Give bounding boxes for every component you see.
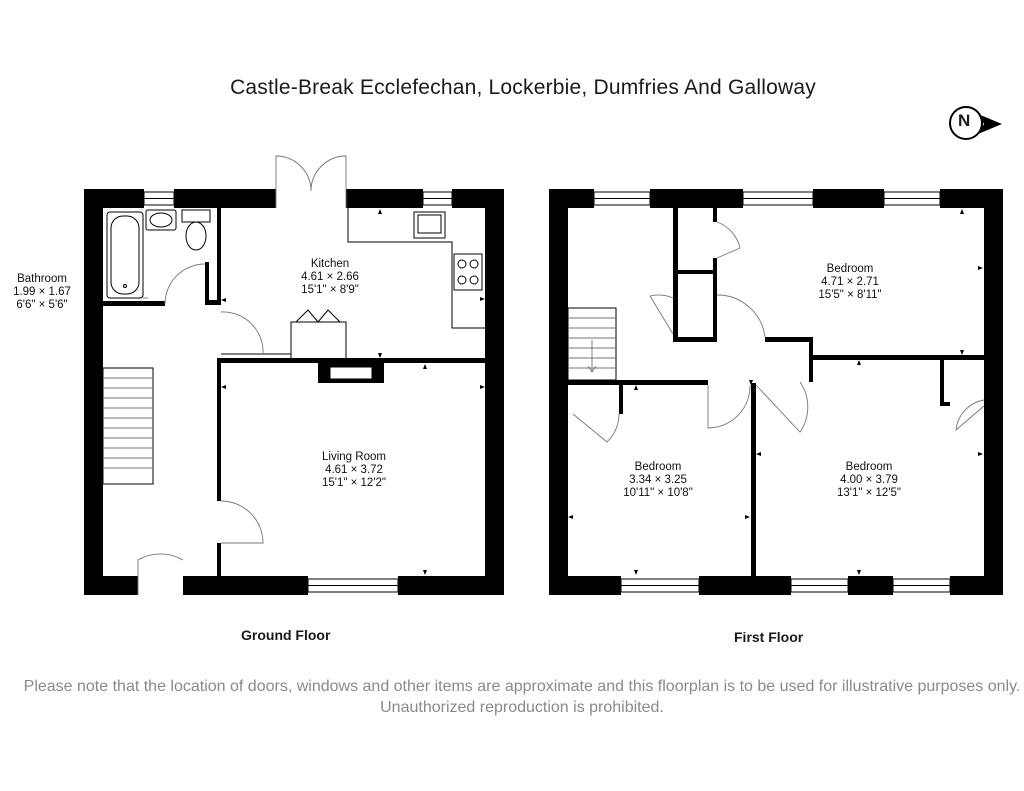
kitchen-label: [280, 258, 380, 297]
room-imperial: 6'6" × 5'6": [16, 299, 68, 311]
bathroom-label: [2, 273, 82, 312]
room-metric: 1.99 × 1.67: [13, 286, 71, 298]
room-name: Kitchen: [310, 258, 350, 270]
room-name: Living Room: [322, 451, 386, 463]
room-imperial: 15'1" × 12'2": [321, 477, 387, 489]
room-imperial: 15'5" × 8'11": [818, 289, 882, 301]
disclaimer-text: Please note that the location of doors, windows and other items are approximate and this floorplan is to be used for illustrative purposes only. Unauthorized reproduction is prohibited.: [23, 678, 1021, 716]
bedroom-left-label: [608, 461, 708, 500]
room-metric: 4.71 × 2.71: [821, 276, 879, 288]
room-imperial: 13'1" × 12'5": [836, 487, 902, 499]
plan-title: Castle-Break Ecclefechan, Lockerbie, Dumfries And Galloway: [230, 76, 816, 99]
room-name: Bedroom: [634, 461, 682, 473]
living-room-label: [296, 451, 412, 490]
room-metric: 4.00 × 3.79: [840, 474, 898, 486]
room-metric: 3.34 × 3.25: [629, 474, 687, 486]
ground-floor-label: Ground Floor: [241, 627, 331, 643]
room-metric: 4.61 × 3.72: [325, 464, 383, 476]
first-floor-label: First Floor: [734, 629, 804, 645]
bedroom-top-label: [800, 263, 900, 302]
first-floor-plan: [549, 189, 1003, 595]
room-imperial: 15'1" × 8'9": [301, 284, 359, 296]
room-metric: 4.61 × 2.66: [301, 271, 359, 283]
room-name: Bathroom: [17, 273, 67, 285]
room-imperial: 10'11" × 10'8": [623, 487, 693, 499]
room-name: Bedroom: [845, 461, 893, 473]
room-name: Bedroom: [826, 263, 874, 275]
bedroom-right-label: [819, 461, 919, 500]
compass-letter: N: [958, 111, 971, 130]
ground-floor-plan: [84, 156, 504, 595]
